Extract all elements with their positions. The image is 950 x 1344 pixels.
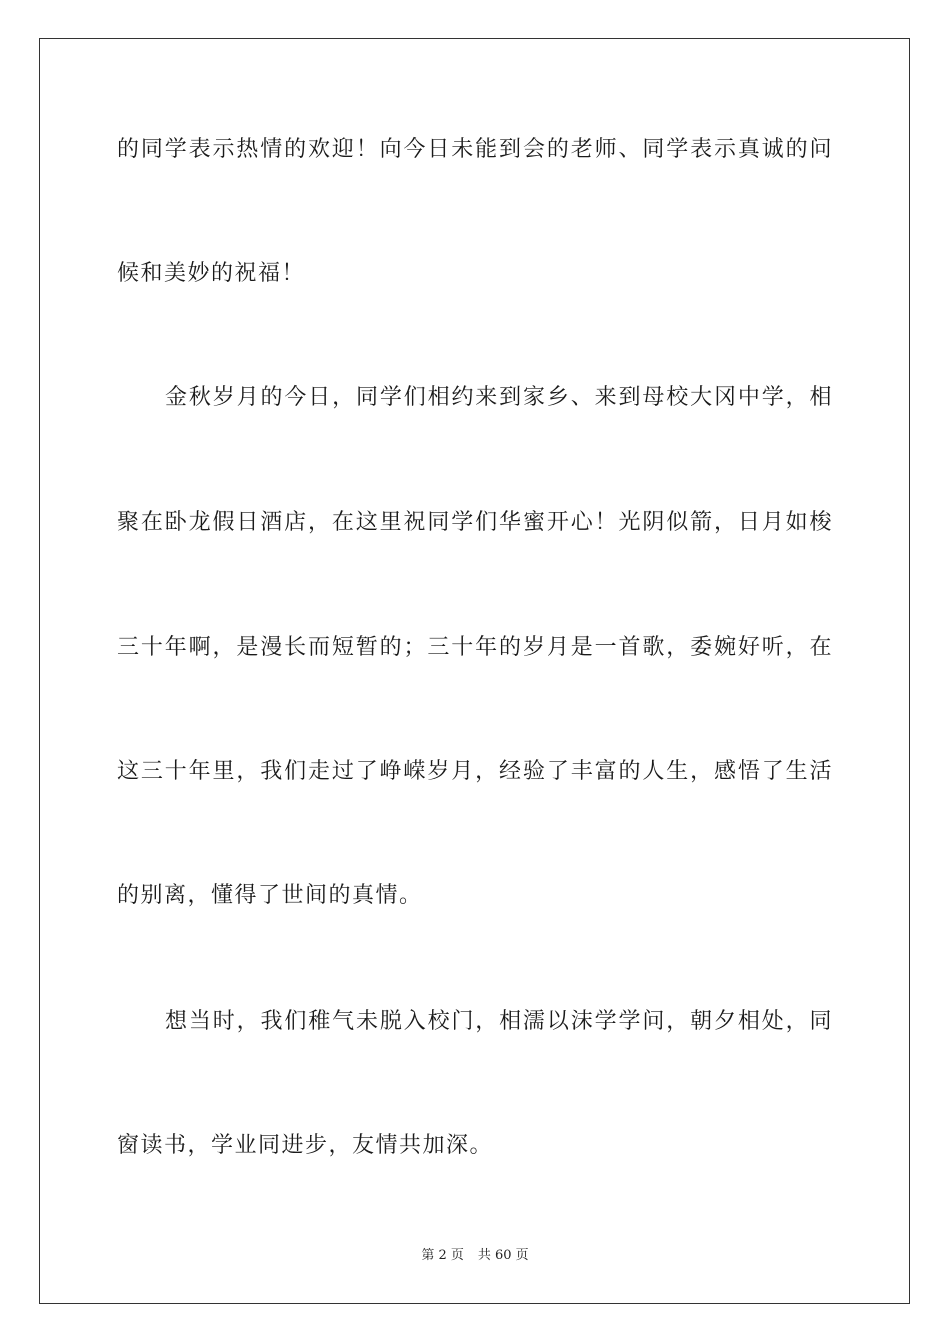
paragraph-line: 的同学表示热情的欢迎！向今日未能到会的老师、同学表示真诚的问 [117,137,833,162]
paragraph-line: 的别离，懂得了世间的真情。 [117,883,423,908]
paragraph-line: 候和美妙的祝福！ [117,261,306,286]
paragraph-line: 聚在卧龙假日酒店，在这里祝同学们华蜜开心！光阴似箭，日月如梭 [117,510,833,535]
paragraph-line: 窗读书，学业同进步，友情共加深。 [117,1133,494,1158]
paragraph-line: 这三十年里，我们走过了峥嵘岁月，经验了丰富的人生，感悟了生活 [117,759,833,784]
page-total: 共 60 页 [477,1248,529,1263]
paragraph-line: 金秋岁月的今日，同学们相约来到家乡、来到母校大冈中学，相 [165,385,833,410]
page-border [39,38,910,1304]
paragraph-line: 三十年啊，是漫长而短暂的；三十年的岁月是一首歌，委婉好听，在 [117,635,833,660]
page-number: 第 2 页 [421,1248,464,1263]
paragraph-line: 想当时，我们稚气未脱入校门，相濡以沫学学问，朝夕相处，同 [165,1009,833,1034]
page-footer [0,1248,950,1264]
